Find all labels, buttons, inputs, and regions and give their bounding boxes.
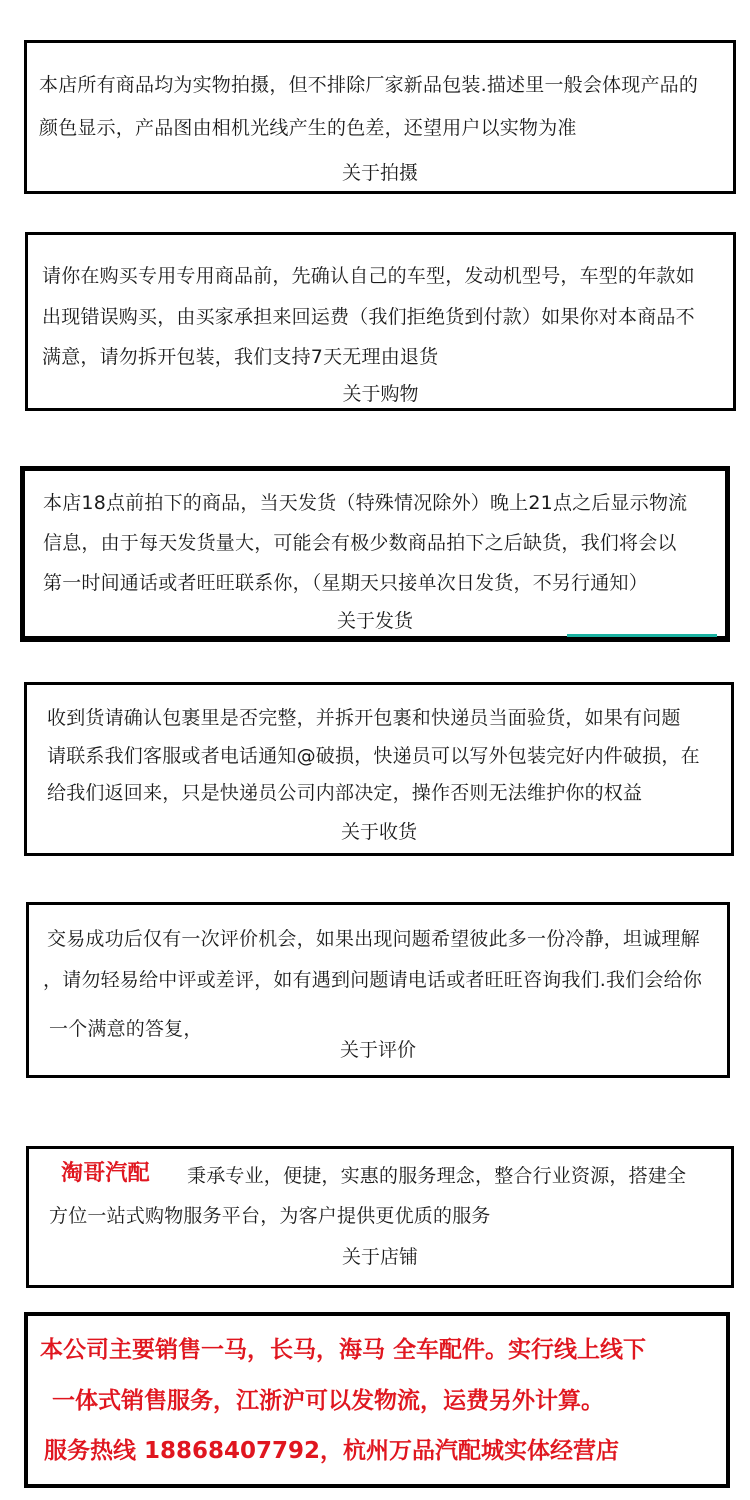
notice-store-box — [26, 1146, 734, 1288]
notice-title: 关于店铺 — [341, 1246, 418, 1268]
notice-title: 关于拍摄 — [341, 162, 418, 184]
notice-text-line: 收到货请确认包裹里是否完整，并拆开包裹和快递员当面验货，如果有问题 — [47, 707, 681, 729]
company-hotline-line: 服务热线 18868407792，杭州万品汽配城实体经营店 — [44, 1438, 620, 1464]
company-info-line: 本公司主要销售一马，长马，海马 全车配件。实行线上线下 — [40, 1337, 647, 1363]
notice-text-line: 秉承专业，便捷，实惠的服务理念，整合行业资源，搭建全 — [187, 1165, 687, 1187]
notice-shipping-box — [20, 466, 730, 642]
notice-receiving-box — [24, 682, 734, 856]
company-info-box — [24, 1312, 730, 1488]
store-brand-name: 淘哥汽配 — [61, 1161, 150, 1186]
notice-text-line: 给我们返回来，只是快递员公司内部决定，操作否则无法维护你的权益 — [47, 782, 643, 804]
notice-text-line: 信息，由于每天发货量大，可能会有极少数商品拍下之后缺货，我们将会以 — [43, 532, 677, 554]
notice-text-line: 本店18点前拍下的商品，当天发货（特殊情况除外）晚上21点之后显示物流 — [43, 492, 688, 514]
notice-photo-box — [24, 40, 736, 194]
notice-text-line: 出现错误购买，由买家承担来回运费（我们拒绝货到付款）如果你对本商品不 — [42, 306, 695, 328]
teal-underline-mark — [567, 634, 717, 637]
notice-text-line: 请你在购买专用专用商品前，先确认自己的车型，发动机型号，车型的年款如 — [42, 265, 695, 287]
notice-text-line: ，请勿轻易给中评或差评，如有遇到问题请电话或者旺旺咨询我们.我们会给你 — [43, 969, 703, 991]
notice-text-line: 颜色显示，产品图由相机光线产生的色差，还望用户以实物为准 — [39, 117, 577, 139]
notice-review-box — [26, 902, 730, 1078]
notice-text-line: 交易成功后仅有一次评价机会，如果出现问题希望彼此多一份冷静，坦诚理解 — [47, 928, 700, 950]
notice-title: 关于发货 — [336, 610, 413, 632]
notice-title: 关于评价 — [339, 1039, 416, 1061]
notice-title: 关于收货 — [340, 821, 417, 843]
company-info-line: 一体式销售服务，江浙沪可以发物流，运费另外计算。 — [52, 1388, 604, 1414]
notice-text-line: 满意，请勿拆开包装，我们支持7天无理由退货 — [42, 346, 439, 368]
notice-text-line: 方位一站式购物服务平台，为客户提供更优质的服务 — [49, 1205, 491, 1227]
notice-text-line: 请联系我们客服或者电话通知@破损，快递员可以写外包装完好内件破损，在 — [47, 745, 700, 767]
notice-text-line: 本店所有商品均为实物拍摄，但不排除厂家新品包装.描述里一般会体现产品的 — [39, 74, 699, 96]
notice-text-line: 第一时间通话或者旺旺联系你，（星期天只接单次日发货，不另行通知） — [43, 572, 648, 594]
notice-text-line: 一个满意的答复， — [49, 1018, 203, 1040]
notice-title: 关于购物 — [342, 383, 419, 405]
notice-shopping-box — [25, 232, 736, 411]
